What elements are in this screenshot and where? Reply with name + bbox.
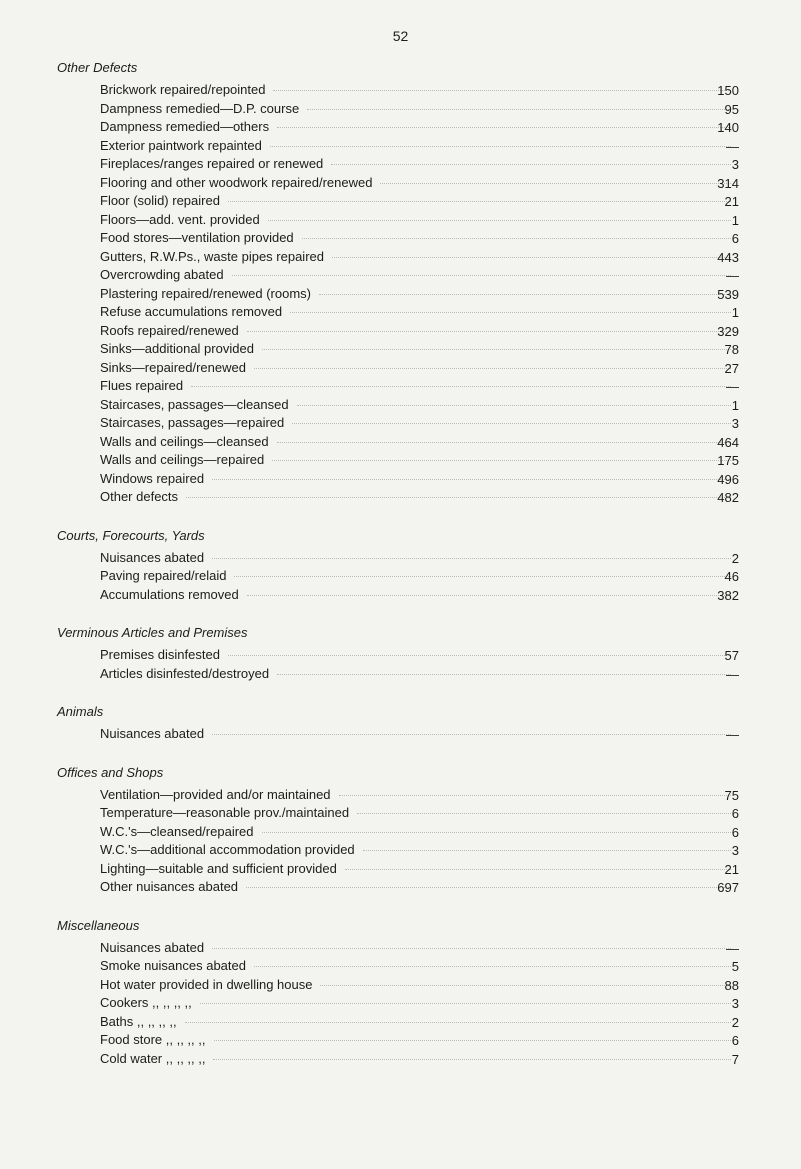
row-label: Other nuisances abated [100,879,239,894]
row-label: Nuisances abated [100,549,205,565]
table-row [0,413,801,432]
table-row [0,840,801,859]
page-number: 52 [392,28,409,44]
dot-leaders [332,257,731,258]
row-value: 46 [724,569,739,584]
section-title: Other Defects [57,60,138,75]
table-row [0,975,801,994]
row-value: 329 [717,323,739,339]
dot-leaders [290,312,731,313]
row-value: 443 [717,249,739,265]
dot-leaders [307,109,731,110]
table-row [0,376,801,395]
row-label: Nuisances abated [100,726,205,741]
dot-leaders [247,595,731,596]
table-row [0,585,801,604]
table-row [0,487,801,506]
table-row [0,645,801,664]
section-title: Animals [57,704,104,719]
row-label: Fireplaces/ranges repaired or renewed [100,156,324,171]
row-label: Refuse accumulations removed [100,304,283,319]
section-title: Verminous Articles and Premises [57,625,248,640]
table-row [0,228,801,247]
table-row [0,803,801,822]
row-label: Walls and ceilings—cleansed [100,433,269,449]
row-label: Floor (solid) repaired [100,193,220,208]
table-row [0,548,801,567]
table-row [0,1049,801,1068]
row-value: 2 [731,550,739,566]
section-title: Offices and Shops [57,764,164,780]
row-label: Food stores—ventilation provided [100,230,294,245]
row-value: 496 [717,471,739,487]
dot-leaders [277,127,731,128]
row-value: 3 [731,843,739,858]
row-value: 6 [731,231,739,246]
table-row [0,993,801,1012]
table-row [0,859,801,878]
dot-leaders [234,576,731,577]
dot-leaders [363,850,731,851]
table-row [0,358,801,377]
row-label: Premises disinfested [100,647,220,662]
table-row [0,1030,801,1049]
table-row [0,247,801,266]
table-row [0,1012,801,1031]
row-value: 3 [731,416,739,431]
table-row [0,284,801,303]
table-row [0,724,801,743]
row-label: Roofs repaired/renewed [100,322,239,338]
dot-leaders [277,442,731,443]
row-value: 5 [731,959,739,974]
row-label: Dampness remedied—D.P. course [100,100,300,116]
row-label: Nuisances abated [100,939,205,955]
row-value: 57 [724,648,739,663]
row-label: Sinks—repaired/renewed [100,359,246,375]
table-row [0,99,801,118]
table-row [0,469,801,488]
dot-leaders [302,238,731,239]
row-label: Dampness remedied—others [100,119,270,134]
dot-leaders [247,331,731,332]
table-row [0,956,801,975]
dot-leaders [357,813,731,814]
section-title: Courts, Forecourts, Yards [57,527,205,543]
dot-leaders [185,1022,731,1023]
row-label: Plastering repaired/renewed (rooms) [100,285,311,301]
row-label: Exterior paintwork repainted [100,137,262,153]
dot-leaders [272,460,731,461]
table-row [0,80,801,99]
row-label: Temperature—reasonable prov./maintained [100,805,350,820]
row-label: Cold water ,, ,, ,, ,, [100,1050,206,1066]
row-label: Walls and ceilings—repaired [100,452,265,467]
row-value: 21 [724,861,739,877]
row-value: 75 [724,787,739,803]
row-value: — [726,138,739,154]
dot-leaders [228,201,731,202]
section-title: Miscellaneous [57,917,140,933]
row-label: Baths ,, ,, ,, ,, [100,1013,177,1029]
section-gap [0,682,801,702]
table-row [0,566,801,585]
table-row [0,877,801,896]
row-value: 3 [731,996,739,1011]
table-row [0,191,801,210]
row-label: Brickwork repaired/repointed [100,82,266,97]
row-value: — [726,940,739,956]
dot-leaders [212,948,731,949]
dot-leaders [277,674,731,675]
row-value: 95 [724,101,739,117]
row-value: — [726,379,739,394]
row-value: 140 [717,120,739,135]
row-value: — [726,666,739,682]
table-row [0,432,801,451]
row-value: 1 [731,305,739,320]
dot-leaders [273,90,731,91]
dot-leaders [262,832,732,833]
row-label: Floors—add. vent. provided [100,211,260,227]
row-value: 88 [724,977,739,993]
row-value: 314 [717,175,739,191]
table-row [0,785,801,804]
dot-leaders [186,497,731,498]
row-label: Food store ,, ,, ,, ,, [100,1032,206,1047]
dot-leaders [214,1040,732,1041]
row-label: Gutters, R.W.Ps., waste pipes repaired [100,248,324,264]
row-value: 175 [717,453,739,468]
row-value: 150 [717,83,739,98]
dot-leaders [228,655,731,656]
row-value: 6 [731,1033,739,1048]
table-row [0,117,801,136]
row-value: 7 [731,1051,739,1067]
table-row [0,265,801,284]
row-value: 6 [731,806,739,821]
dot-leaders [212,558,731,559]
row-value: 1 [731,397,739,413]
row-label: Paving repaired/relaid [100,568,227,583]
section-gap [0,896,801,916]
table-row [0,450,801,469]
dot-leaders [320,985,731,986]
row-value: 27 [724,360,739,376]
table-row [0,339,801,358]
dot-leaders [212,734,731,735]
row-label: Flooring and other woodwork repaired/renewed [100,174,373,190]
row-label: Sinks—additional provided [100,341,254,356]
table-row [0,822,801,841]
dot-leaders [212,479,731,480]
dot-leaders [380,183,731,184]
row-value: 78 [724,342,739,357]
row-label: Windows repaired [100,470,205,486]
row-label: Cookers ,, ,, ,, ,, [100,995,192,1010]
row-value: 539 [717,286,739,302]
row-label: W.C.'s—additional accommodation provided [100,842,355,857]
row-label: Hot water provided in dwelling house [100,976,313,992]
dot-leaders [270,146,731,147]
row-value: — [726,268,739,283]
table-row [0,321,801,340]
row-value: 464 [717,434,739,450]
section-gap [0,743,801,763]
dot-leaders [254,368,731,369]
table-row [0,938,801,957]
dot-leaders [331,164,731,165]
row-label: Articles disinfested/destroyed [100,665,270,681]
section-gap [0,603,801,623]
dot-leaders [254,966,731,967]
table-row [0,136,801,155]
row-value: 482 [717,490,739,505]
table-row [0,395,801,414]
row-label: Smoke nuisances abated [100,958,246,973]
dot-leaders [200,1003,731,1004]
row-label: Overcrowding abated [100,267,224,282]
dot-leaders [319,294,731,295]
row-label: Staircases, passages—cleansed [100,396,289,412]
dot-leaders [339,795,731,796]
dot-leaders [292,423,731,424]
dot-leaders [345,869,731,870]
dot-leaders [268,220,731,221]
table-row [0,173,801,192]
row-label: W.C.'s—cleansed/repaired [100,823,254,839]
row-value: 2 [731,1014,739,1030]
dot-leaders [246,887,731,888]
row-value: 697 [717,880,739,895]
row-value: 1 [731,212,739,228]
report-table [0,58,801,1067]
row-value: 6 [731,824,739,840]
dot-leaders [262,349,731,350]
dot-leaders [297,405,731,406]
row-label: Staircases, passages—repaired [100,415,285,430]
row-value: — [726,727,739,742]
row-label: Accumulations removed [100,586,239,602]
table-row [0,302,801,321]
row-value: 3 [731,157,739,172]
row-label: Flues repaired [100,378,184,393]
dot-leaders [232,275,731,276]
table-row [0,210,801,229]
table-row [0,664,801,683]
section-gap [0,506,801,526]
dot-leaders [213,1059,731,1060]
row-value: 382 [717,587,739,603]
row-label: Lighting—suitable and sufficient provided [100,860,337,876]
row-value: 21 [724,194,739,209]
dot-leaders [191,386,731,387]
table-row [0,154,801,173]
row-label: Ventilation—provided and/or maintained [100,786,331,802]
row-label: Other defects [100,489,179,504]
